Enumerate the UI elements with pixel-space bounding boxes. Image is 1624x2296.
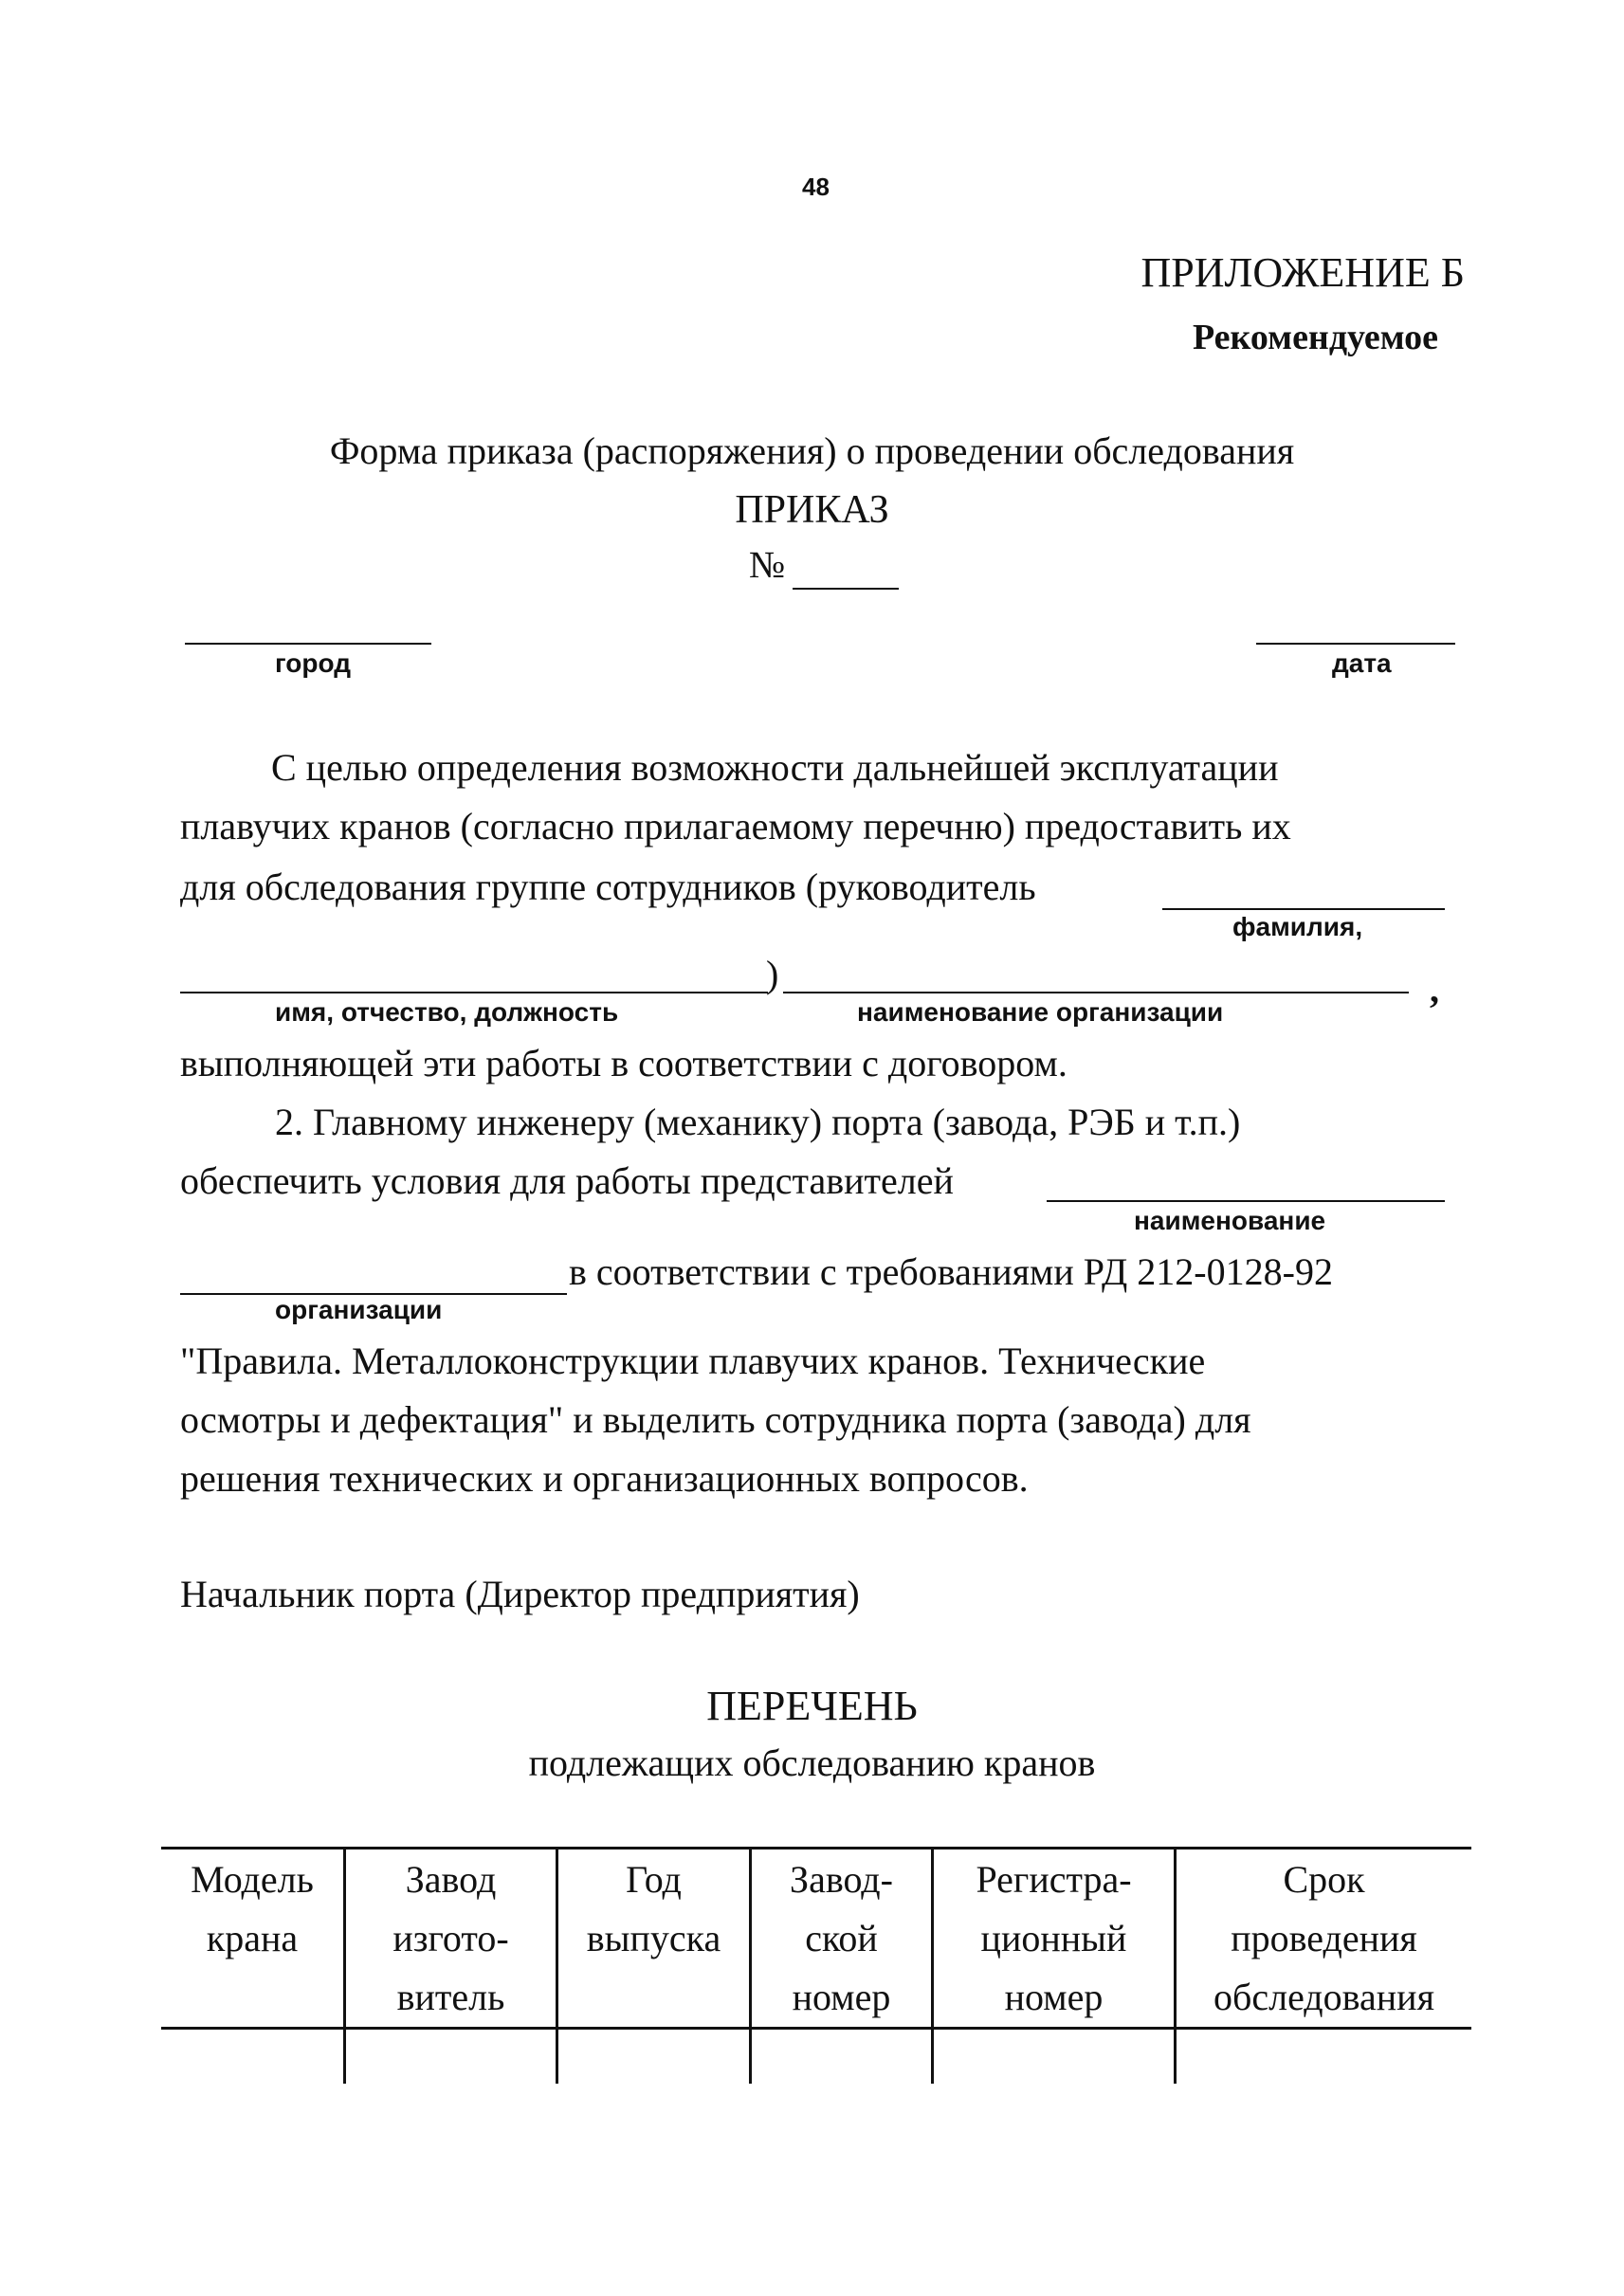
date-line xyxy=(1256,643,1455,645)
appendix-title: ПРИЛОЖЕНИЕ Б xyxy=(1140,249,1465,296)
appendix-status: Рекомендуемое xyxy=(1192,318,1438,357)
body-line: С целью определения возможности дальнейшей эксплуатации xyxy=(271,746,1279,789)
date-caption: дата xyxy=(1332,648,1392,678)
body-line: "Правила. Металлоконструкции плавучих кранов. Технические xyxy=(180,1339,1206,1382)
column-header-manufacturer: Завод изгото- витель xyxy=(392,1858,509,2018)
caption-name: наименование xyxy=(1134,1206,1326,1235)
body-line: обеспечить условия для работы представителей xyxy=(180,1159,954,1202)
body-line: плавучих кранов (согласно прилагаемому перечню) предоставить их xyxy=(180,805,1291,847)
page-number: 48 xyxy=(802,173,830,201)
order-number-line xyxy=(793,588,899,590)
caption-name-position: имя, отчество, должность xyxy=(275,997,619,1027)
leader-name-line xyxy=(180,992,768,993)
form-title: Форма приказа (распоряжения) о проведении обследования xyxy=(329,429,1295,472)
body-line: осмотры и дефектация" и выделить сотрудника порта (завода) для xyxy=(180,1398,1251,1441)
column-header-inspection-date: Срок проведения обследования xyxy=(1213,1858,1434,2018)
body-line: решения технических и организационных вопросов. xyxy=(180,1457,1029,1500)
body-line: в соответствии с требованиями РД 212-0128-92 xyxy=(569,1250,1333,1293)
column-header-year: Год выпуска xyxy=(586,1858,721,1959)
city-line xyxy=(185,643,431,645)
signature-line: Начальник порта (Директор предприятия) xyxy=(180,1573,860,1615)
list-title: ПЕРЕЧЕНЬ xyxy=(706,1683,918,1729)
caption-surname: фамилия, xyxy=(1232,912,1363,941)
body-line: выполняющей эти работы в соответствии с договором. xyxy=(180,1042,1067,1084)
leader-surname-line xyxy=(1162,908,1445,910)
representatives-line xyxy=(1047,1200,1445,1202)
trailing-comma: , xyxy=(1430,968,1439,1011)
order-heading: ПРИКАЗ xyxy=(735,488,889,532)
list-subtitle: подлежащих обследованию кранов xyxy=(528,1741,1096,1784)
caption-org: организации xyxy=(275,1295,443,1324)
table-top-rule xyxy=(161,1847,1471,1850)
closing-bracket: ) xyxy=(766,953,779,995)
column-header-model: Модель крана xyxy=(191,1858,314,1959)
org-name-line xyxy=(783,992,1409,993)
city-caption: город xyxy=(275,648,352,678)
body-line: 2. Главному инженеру (механику) порта (завода, РЭБ и т.п.) xyxy=(275,1101,1241,1143)
table-header-rule xyxy=(161,2027,1471,2030)
column-header-factory-number: Завод- ской номер xyxy=(790,1858,893,2018)
caption-org-name: наименование организации xyxy=(857,997,1224,1027)
body-line: для обследования группе сотрудников (руководитель xyxy=(180,866,1036,908)
order-number-label: № xyxy=(749,543,786,586)
column-header-registration-number: Регистра- ционный номер xyxy=(976,1858,1132,2018)
